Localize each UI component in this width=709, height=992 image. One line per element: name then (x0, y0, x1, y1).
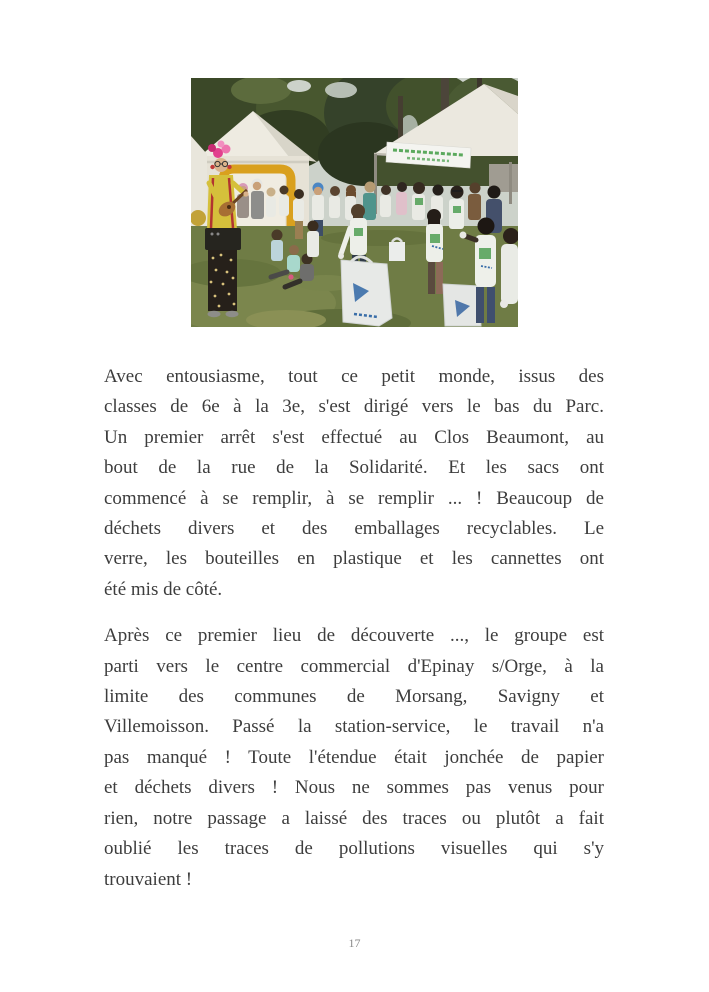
collection-bag-center (341, 257, 392, 326)
paragraph (104, 362, 604, 605)
page-number: 17 (348, 936, 361, 950)
text-line: classes de 6e à la 3e, s'est dirigé vers le bas du Parc. (104, 396, 604, 418)
paragraph (104, 621, 604, 895)
text-line: rien, notre passage a laissé des traces ou plutôt a fait (104, 807, 604, 829)
text-line: trouvaient ! (104, 868, 193, 890)
text-line: limite des communes de Morsang, Savigny et (104, 686, 604, 708)
text-line: Avec entousiasme, tout ce petit monde, issus des (104, 366, 604, 387)
text-line: été mis de côté. (104, 578, 223, 600)
event-photo (191, 78, 518, 327)
collection-bag-right (443, 284, 481, 326)
text-line: déchets divers et des emballages recyclables. Le (104, 518, 604, 540)
text-line: verre, les bouteilles en plastique et les cannettes ont (104, 548, 604, 570)
text-line: commencé à se remplir, à se remplir ... ! Beaucoup de (104, 487, 604, 509)
text-line: Après ce premier lieu de découverte ..., le groupe est (104, 625, 604, 647)
text-line: et déchets divers ! Nous ne sommes pas venus pour (104, 777, 604, 799)
text-line: Un premier arrêt s'est effectué au Clos Beaumont, au (104, 426, 604, 448)
event-photo-illustration (191, 78, 518, 327)
text-line: pas manqué ! Toute l'étendue était jonchée de papier (104, 746, 604, 768)
text-line: bout de la rue de la Solidarité. Et les sacs ont (104, 457, 604, 479)
text-line: Villemoisson. Passé la station-service, le travail n'a (104, 716, 604, 738)
text-line: parti vers le centre commercial d'Epinay s/Orge, à la (104, 655, 604, 677)
text-block (104, 362, 604, 895)
text-line: oublié les traces de pollutions visuelles qui s'y (104, 838, 604, 860)
